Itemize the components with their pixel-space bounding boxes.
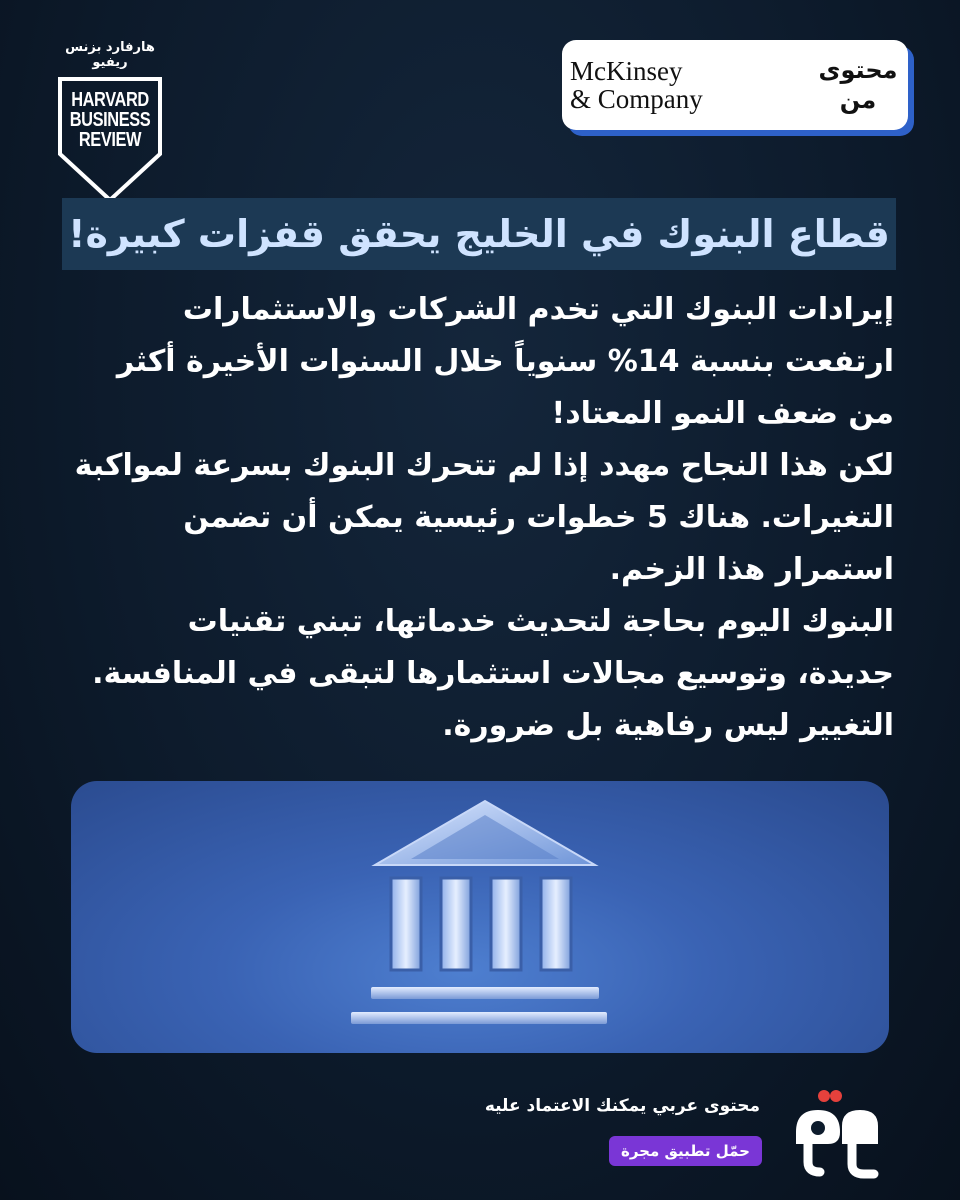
hbr-logo — [54, 40, 166, 204]
hbr-logo-line1: HARVARD — [71, 89, 149, 111]
bank-image-panel — [71, 781, 889, 1053]
headline-text: قطاع البنوك في الخليج يحقق قفزات كبيرة! — [68, 212, 890, 256]
hbr-arabic-name: هارفارد بزنس ريفيو — [65, 40, 155, 70]
body-line: من ضعف النمو المعتاد! — [551, 396, 894, 431]
hbr-logo-line2: BUSINESS — [69, 109, 151, 131]
hbr-logo-line3: REVIEW — [78, 129, 142, 151]
mckinsey-logo — [562, 57, 808, 113]
download-app-button[interactable]: حمّل تطبيق مجرة — [609, 1136, 762, 1166]
hbr-shield-icon — [57, 76, 163, 204]
majarra-logo-icon[interactable] — [784, 1080, 894, 1180]
body-line: إيرادات البنوك التي تخدم الشركات والاستثمارات — [182, 292, 894, 327]
partner-card — [562, 40, 908, 130]
partner-label-line2: من — [839, 86, 877, 114]
footer-tagline: محتوى عربي يمكنك الاعتماد عليه — [484, 1096, 760, 1116]
partner-label — [808, 55, 908, 115]
mckinsey-logo-line2: & Company — [570, 84, 703, 114]
body-line: البنوك اليوم بحاجة لتحديث خدماتها، تبني تقنيات — [187, 604, 894, 639]
body-line: التغيرات. هناك 5 خطوات رئيسية يمكن أن تضمن — [183, 500, 894, 535]
body-line: استمرار هذا الزخم. — [609, 552, 894, 587]
article-body — [64, 284, 894, 752]
body-line: لكن هذا النجاح مهدد إذا لم تتحرك البنوك بسرعة لمواكبة — [74, 448, 894, 483]
body-line: ارتفعت بنسبة 14% سنوياً خلال السنوات الأخيرة أكثر — [116, 344, 894, 379]
body-line: التغيير ليس رفاهية بل ضرورة. — [442, 708, 894, 743]
partner-label-line1: محتوى — [818, 56, 898, 84]
mckinsey-logo-line1: McKinsey — [570, 56, 683, 86]
body-line: جديدة، وتوسيع مجالات استثمارها لتبقى في المنافسة. — [92, 656, 894, 691]
headline-banner — [62, 198, 896, 270]
bank-building-icon — [71, 781, 889, 1053]
